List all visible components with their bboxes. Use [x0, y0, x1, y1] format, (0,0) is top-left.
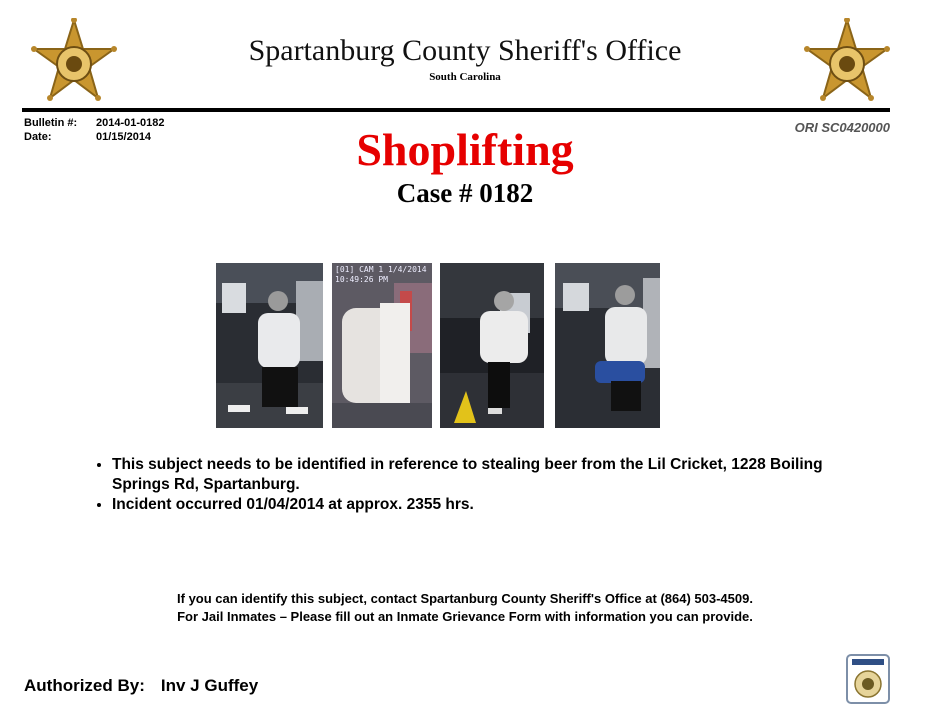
authorized-by-label: Authorized By:	[24, 676, 145, 695]
bulletin-date: 01/15/2014	[96, 131, 152, 143]
inmate-line: For Jail Inmates – Please fill out an Inmate Grievance Form with information you can provide.	[177, 609, 753, 624]
incident-details	[90, 455, 870, 515]
surveillance-photo-4	[555, 263, 660, 428]
bulletin-date-label: Date:	[24, 131, 52, 143]
contact-line: If you can identify this subject, contact Spartanburg County Sheriff's Office at (864) 503-4509.	[177, 591, 753, 606]
surveillance-photo-3	[440, 263, 544, 428]
agency-title: Spartanburg County Sheriff's Office	[248, 34, 682, 67]
authorized-by	[24, 676, 258, 696]
ori-code: ORI SC0420000	[794, 120, 890, 135]
camera-timestamp: [01] CAM 1 1/4/2014 10:49:26 PM	[335, 265, 427, 284]
contact-info	[0, 590, 930, 626]
header-divider	[22, 108, 890, 112]
surveillance-photo-2	[332, 263, 432, 428]
authorized-by-name: Inv J Guffey	[160, 676, 259, 695]
agency-state: South Carolina	[429, 71, 501, 83]
detail-item: • This subject needs to be identified in reference to stealing beer from the Lil Cricket, 1228 Boiling Springs Rd, Spartanburg.	[112, 455, 870, 495]
case-number: Case # 0182	[396, 178, 534, 208]
detail-item: • Incident occurred 01/04/2014 at approx. 2355 hrs.	[112, 495, 870, 515]
surveillance-photo-1	[216, 263, 323, 428]
accreditation-seal	[846, 654, 890, 704]
bulletin-number-label: Bulletin #:	[24, 117, 78, 129]
bulletin-number: 2014-01-0182	[96, 117, 165, 129]
crime-headline: Shoplifting	[356, 124, 574, 175]
